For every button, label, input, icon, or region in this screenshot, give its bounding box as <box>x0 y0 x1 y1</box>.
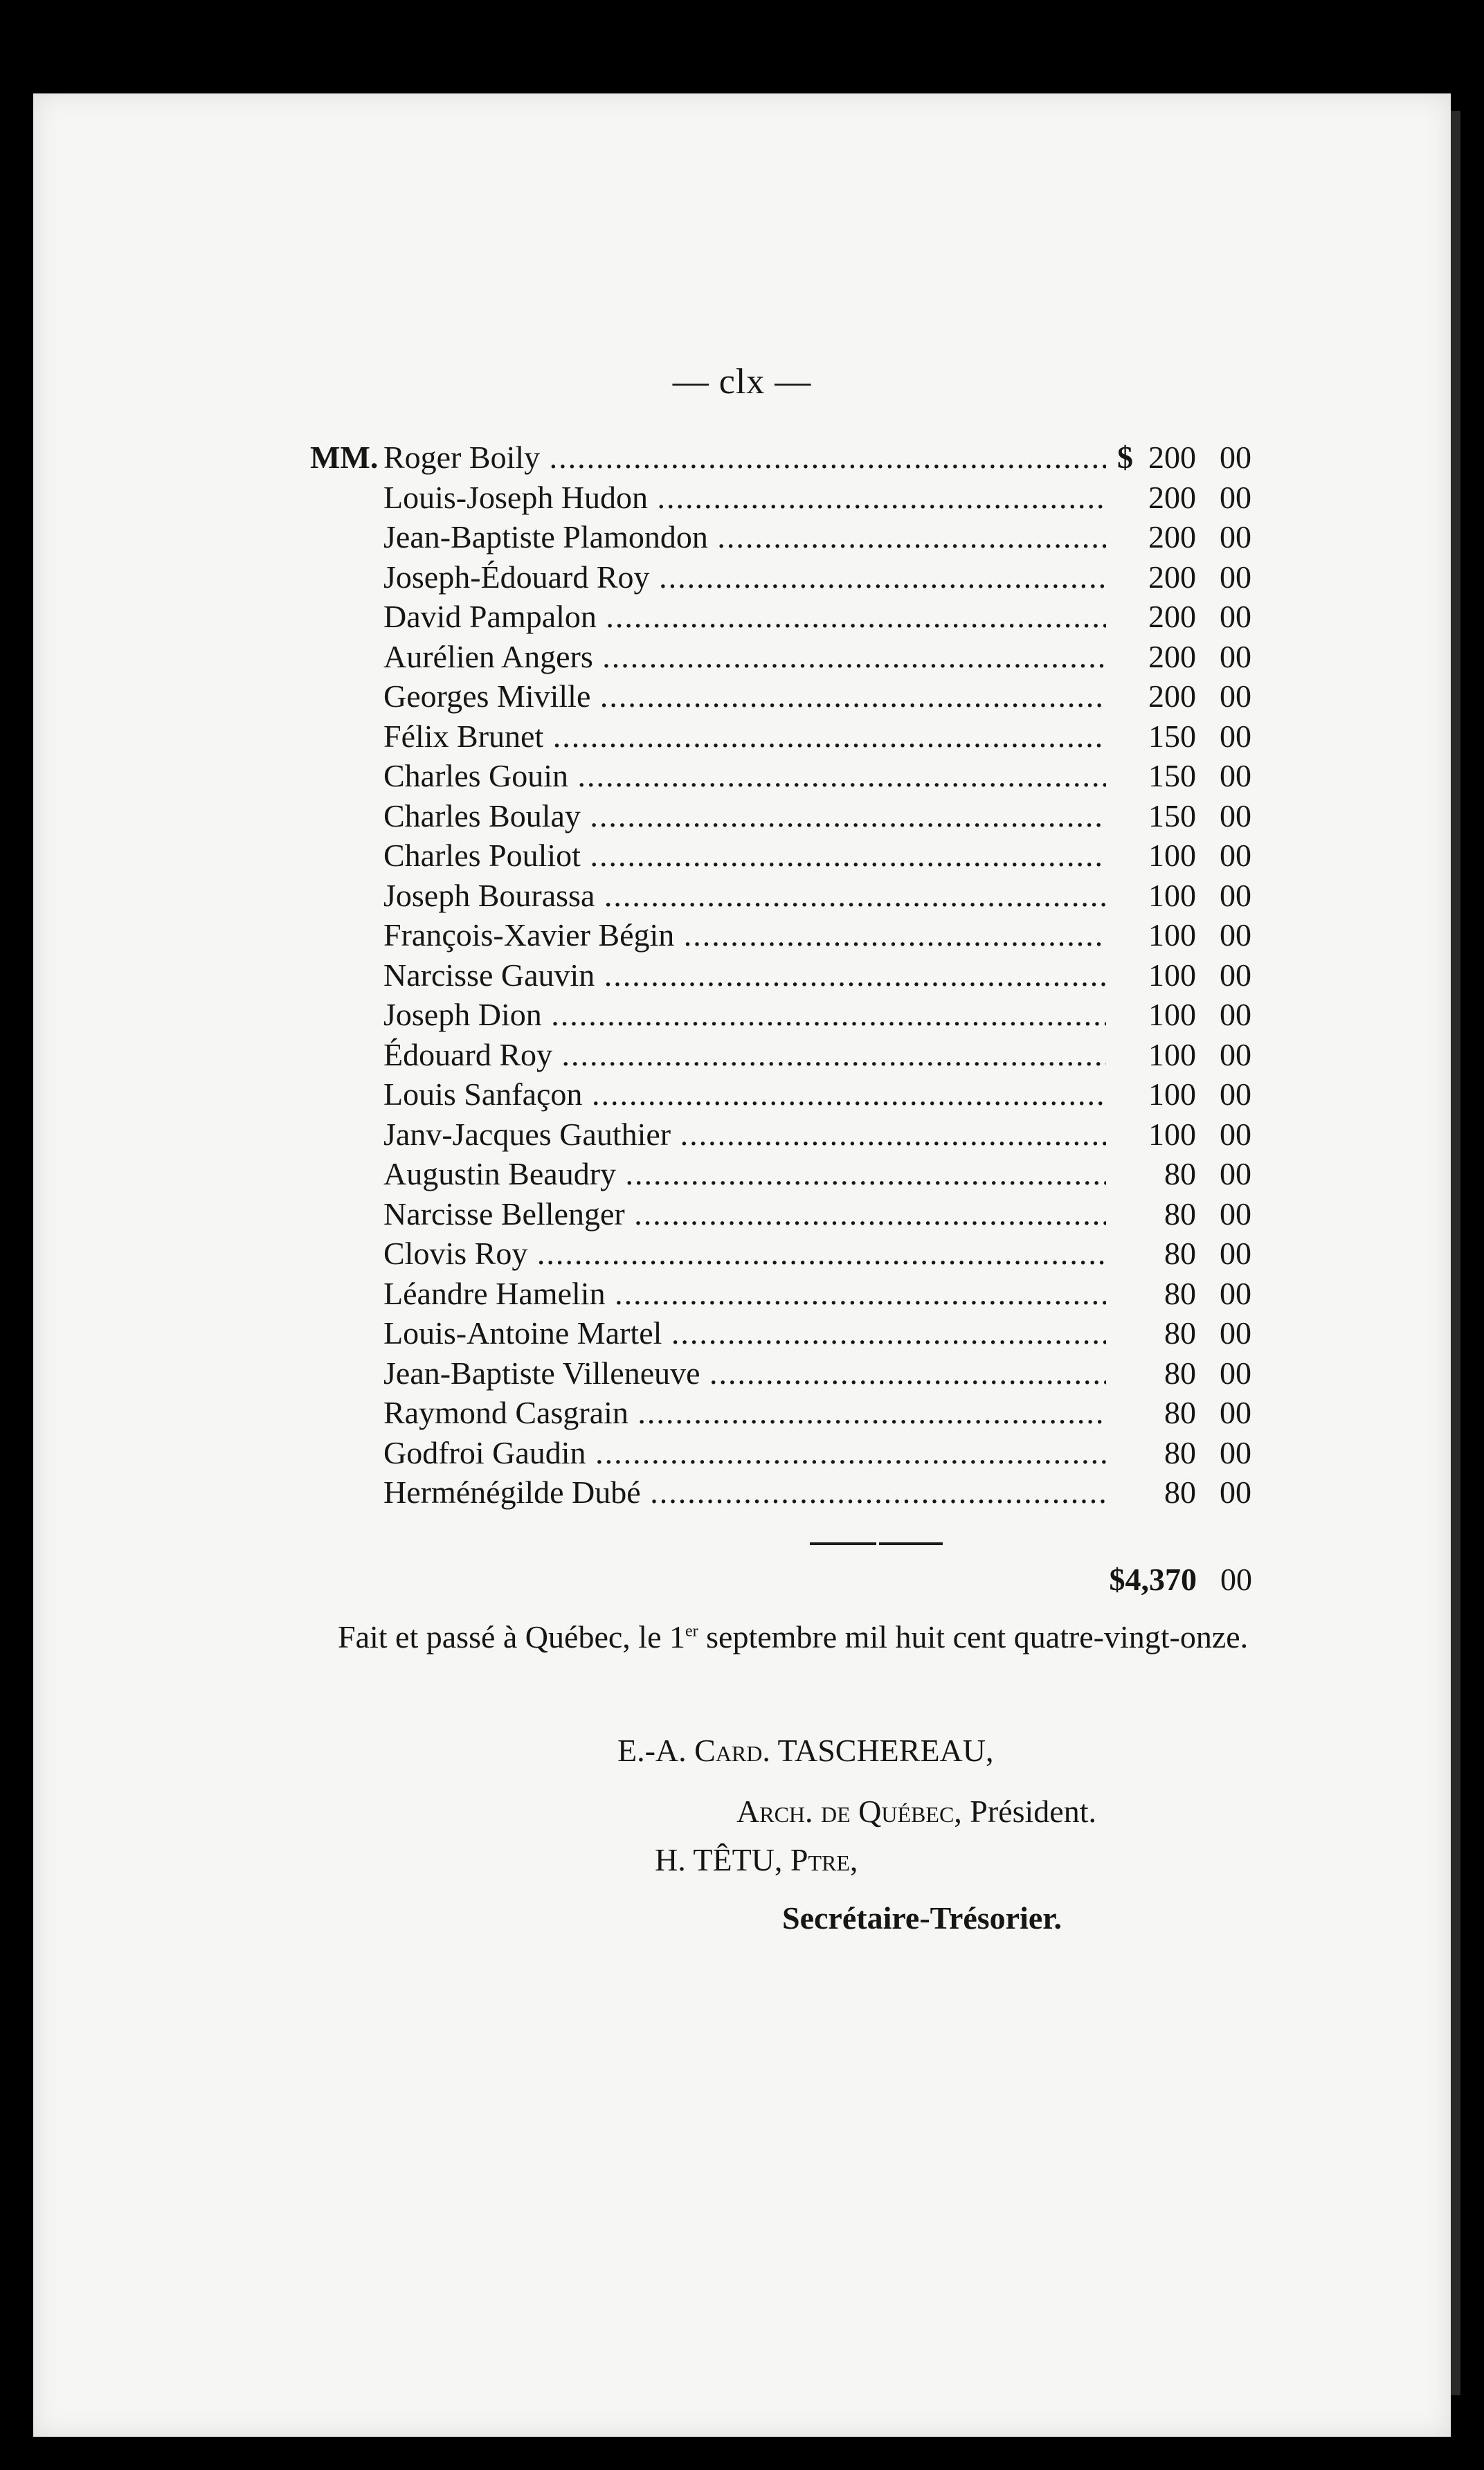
signature-initials: E.-A. <box>617 1733 695 1768</box>
ledger-name: Herménégilde Dubé ..... <box>383 1472 1106 1513</box>
signature-name-taschereau: TASCHEREAU, <box>770 1733 994 1768</box>
ledger-cents: 00 <box>1220 1395 1251 1430</box>
ledger-dollars: 80 <box>1164 1475 1196 1510</box>
ledger-dollars: 100 <box>1148 957 1196 993</box>
ledger-row <box>310 1194 1251 1234</box>
ledger-name: François-Xavier Bégin ..... <box>383 915 1106 955</box>
ledger-dollars: 100 <box>1148 997 1196 1032</box>
ledger-cents: 00 <box>1220 479 1251 515</box>
ledger-cents: 00 <box>1220 599 1251 634</box>
statement-text: Fait et passé à Québec, le 1 <box>338 1619 685 1655</box>
ledger-cents: 00 <box>1220 1076 1251 1112</box>
ledger-dollars: 80 <box>1164 1355 1196 1391</box>
ledger-dollars: 80 <box>1164 1315 1196 1351</box>
ledger-prefix: MM. <box>310 440 379 475</box>
ledger-cents: 00 <box>1220 1355 1251 1391</box>
ledger-dollars: 200 <box>1148 678 1196 714</box>
ledger-name: Félix Brunet ..... <box>383 716 1106 757</box>
ledger-row <box>310 1353 1251 1394</box>
ledger-name: Janv-Jacques Gauthier ..... <box>383 1115 1106 1155</box>
ledger-row <box>310 517 1251 557</box>
ledger-name: Charles Boulay ..... <box>383 796 1106 836</box>
ledger-cents: 00 <box>1220 440 1251 475</box>
total-cents: 00 <box>1220 1562 1252 1597</box>
ledger-dollars: 80 <box>1164 1196 1196 1232</box>
ledger-name: Charles Gouin ..... <box>383 756 1106 796</box>
ledger-row <box>310 995 1251 1035</box>
ledger-dollars: 80 <box>1164 1236 1196 1271</box>
ledger-row <box>310 1234 1251 1274</box>
ledger-dollars: 150 <box>1148 718 1196 754</box>
ledger-row <box>310 478 1251 518</box>
ledger-dollars: 200 <box>1148 519 1196 555</box>
ledger-name: Raymond Casgrain ..... <box>383 1393 1106 1433</box>
signature-role-president: Président. <box>961 1794 1096 1829</box>
statement-ordinal: er <box>685 1622 698 1641</box>
ledger-cents: 00 <box>1220 1236 1251 1271</box>
total-row <box>1069 1559 1252 1601</box>
ledger-dollars: 150 <box>1148 797 1196 833</box>
ledger-row <box>310 1433 1251 1473</box>
ledger-cents: 00 <box>1220 838 1251 873</box>
ledger-row <box>310 796 1251 836</box>
ledger-cents: 00 <box>1220 758 1251 793</box>
ledger-cents: 00 <box>1220 1116 1251 1152</box>
total-dollars: $4,370 <box>1109 1562 1197 1597</box>
ledger-dollars: 80 <box>1164 1156 1196 1191</box>
ledger-name: Louis-Joseph Hudon ..... <box>383 478 1106 518</box>
ledger-dollars: 150 <box>1148 758 1196 793</box>
ledger-row <box>310 597 1251 637</box>
ledger-cents: 00 <box>1220 1196 1251 1232</box>
ledger-name: Louis Sanfaçon ..... <box>383 1074 1106 1115</box>
signature-line-tetu <box>655 1840 858 1880</box>
ledger-dollars: 100 <box>1148 877 1196 913</box>
signature-line-taschereau <box>617 1731 994 1771</box>
signature-line-president <box>736 1792 1096 1832</box>
ledger-name: Léandre Hamelin ..... <box>383 1274 1106 1314</box>
currency-symbol: $ <box>1117 440 1133 475</box>
ledger-dollars: 100 <box>1148 838 1196 873</box>
ledger-row <box>310 1115 1251 1155</box>
ledger-name: Jean-Baptiste Villeneuve ..... <box>383 1353 1106 1394</box>
ledger-cents: 00 <box>1220 519 1251 555</box>
ledger-cents: 00 <box>1220 1275 1251 1311</box>
ledger-name: Narcisse Gauvin ..... <box>383 955 1106 995</box>
ledger-cents: 00 <box>1220 957 1251 993</box>
ledger-name: Jean-Baptiste Plamondon ..... <box>383 517 1106 557</box>
ledger-row <box>310 637 1251 677</box>
statement-text-end: septembre mil huit cent quatre-vingt-onze. <box>698 1619 1249 1655</box>
ledger-name: Charles Pouliot ..... <box>383 836 1106 876</box>
closing-statement <box>305 1617 1254 1657</box>
ledger-cents: 00 <box>1220 1475 1251 1510</box>
ledger-dollars: 80 <box>1164 1434 1196 1470</box>
total-rule-gap <box>876 1542 879 1547</box>
ledger-row <box>310 1472 1251 1513</box>
ledger-dollars: 200 <box>1148 440 1196 475</box>
ledger-row <box>310 836 1251 876</box>
signature-title-ptre: Ptre, <box>790 1842 858 1877</box>
ledger-cents: 00 <box>1220 1036 1251 1072</box>
ledger-name: Augustin Beaudry ..... <box>383 1154 1106 1194</box>
ledger-dollars: 200 <box>1148 479 1196 515</box>
ledger-name: Édouard Roy ..... <box>383 1035 1106 1075</box>
ledger-name: Joseph Dion ..... <box>383 995 1106 1035</box>
signature-role-treasurer: Secrétaire-Trésorier. <box>782 1900 1062 1936</box>
page-number: — clx — <box>672 362 812 402</box>
ledger-row <box>310 1393 1251 1433</box>
signature-line-treasurer <box>782 1898 1062 1938</box>
ledger-name: Joseph Bourassa ..... <box>383 876 1106 916</box>
ledger-row <box>310 955 1251 995</box>
ledger-row <box>310 438 1251 478</box>
ledger-name: Louis-Antoine Martel ..... <box>383 1313 1106 1353</box>
ledger-row <box>310 557 1251 597</box>
page-edge <box>1451 111 1460 2395</box>
ledger-dollars: 200 <box>1148 559 1196 595</box>
ledger-row <box>310 915 1251 955</box>
ledger-dollars: 80 <box>1164 1395 1196 1430</box>
ledger-cents: 00 <box>1220 1315 1251 1351</box>
ledger-row <box>310 1154 1251 1194</box>
ledger-row <box>310 1074 1251 1115</box>
ledger-name: David Pampalon ..... <box>383 597 1106 637</box>
ledger-row <box>310 716 1251 757</box>
ledger-dollars: 200 <box>1148 638 1196 674</box>
ledger-dollars: 80 <box>1164 1275 1196 1311</box>
ledger-row <box>310 876 1251 916</box>
subscription-list <box>310 438 1251 1513</box>
ledger-name: Aurélien Angers ..... <box>383 637 1106 677</box>
ledger-dollars: 100 <box>1148 917 1196 953</box>
ledger-cents: 00 <box>1220 917 1251 953</box>
ledger-cents: 00 <box>1220 877 1251 913</box>
ledger-cents: 00 <box>1220 1156 1251 1191</box>
ledger-dollars: 100 <box>1148 1076 1196 1112</box>
ledger-cents: 00 <box>1220 997 1251 1032</box>
ledger-row <box>310 756 1251 796</box>
ledger-name: Joseph-Édouard Roy ..... <box>383 557 1106 597</box>
ledger-dollars: 200 <box>1148 599 1196 634</box>
ledger-cents: 00 <box>1220 718 1251 754</box>
ledger-name: Narcisse Bellenger ..... <box>383 1194 1106 1234</box>
ledger-row <box>310 1313 1251 1353</box>
ledger-name: Georges Miville ..... <box>383 676 1106 716</box>
signature-title-arch: Arch. de Québec, <box>736 1794 962 1829</box>
ledger-row <box>310 676 1251 716</box>
ledger-name: Godfroi Gaudin ..... <box>383 1433 1106 1473</box>
ledger-name: Clovis Roy ..... <box>383 1234 1106 1274</box>
ledger-row <box>310 1035 1251 1075</box>
ledger-cents: 00 <box>1220 797 1251 833</box>
ledger-dollars: 100 <box>1148 1116 1196 1152</box>
signature-name-tetu: H. TÊTU, <box>655 1842 790 1877</box>
ledger-row <box>310 1274 1251 1314</box>
ledger-name: Roger Boily ..... <box>383 438 1106 478</box>
signature-title-card: Card. <box>694 1733 770 1768</box>
ledger-cents: 00 <box>1220 559 1251 595</box>
ledger-cents: 00 <box>1220 638 1251 674</box>
ledger-cents: 00 <box>1220 678 1251 714</box>
ledger-dollars: 100 <box>1148 1036 1196 1072</box>
ledger-cents: 00 <box>1220 1434 1251 1470</box>
